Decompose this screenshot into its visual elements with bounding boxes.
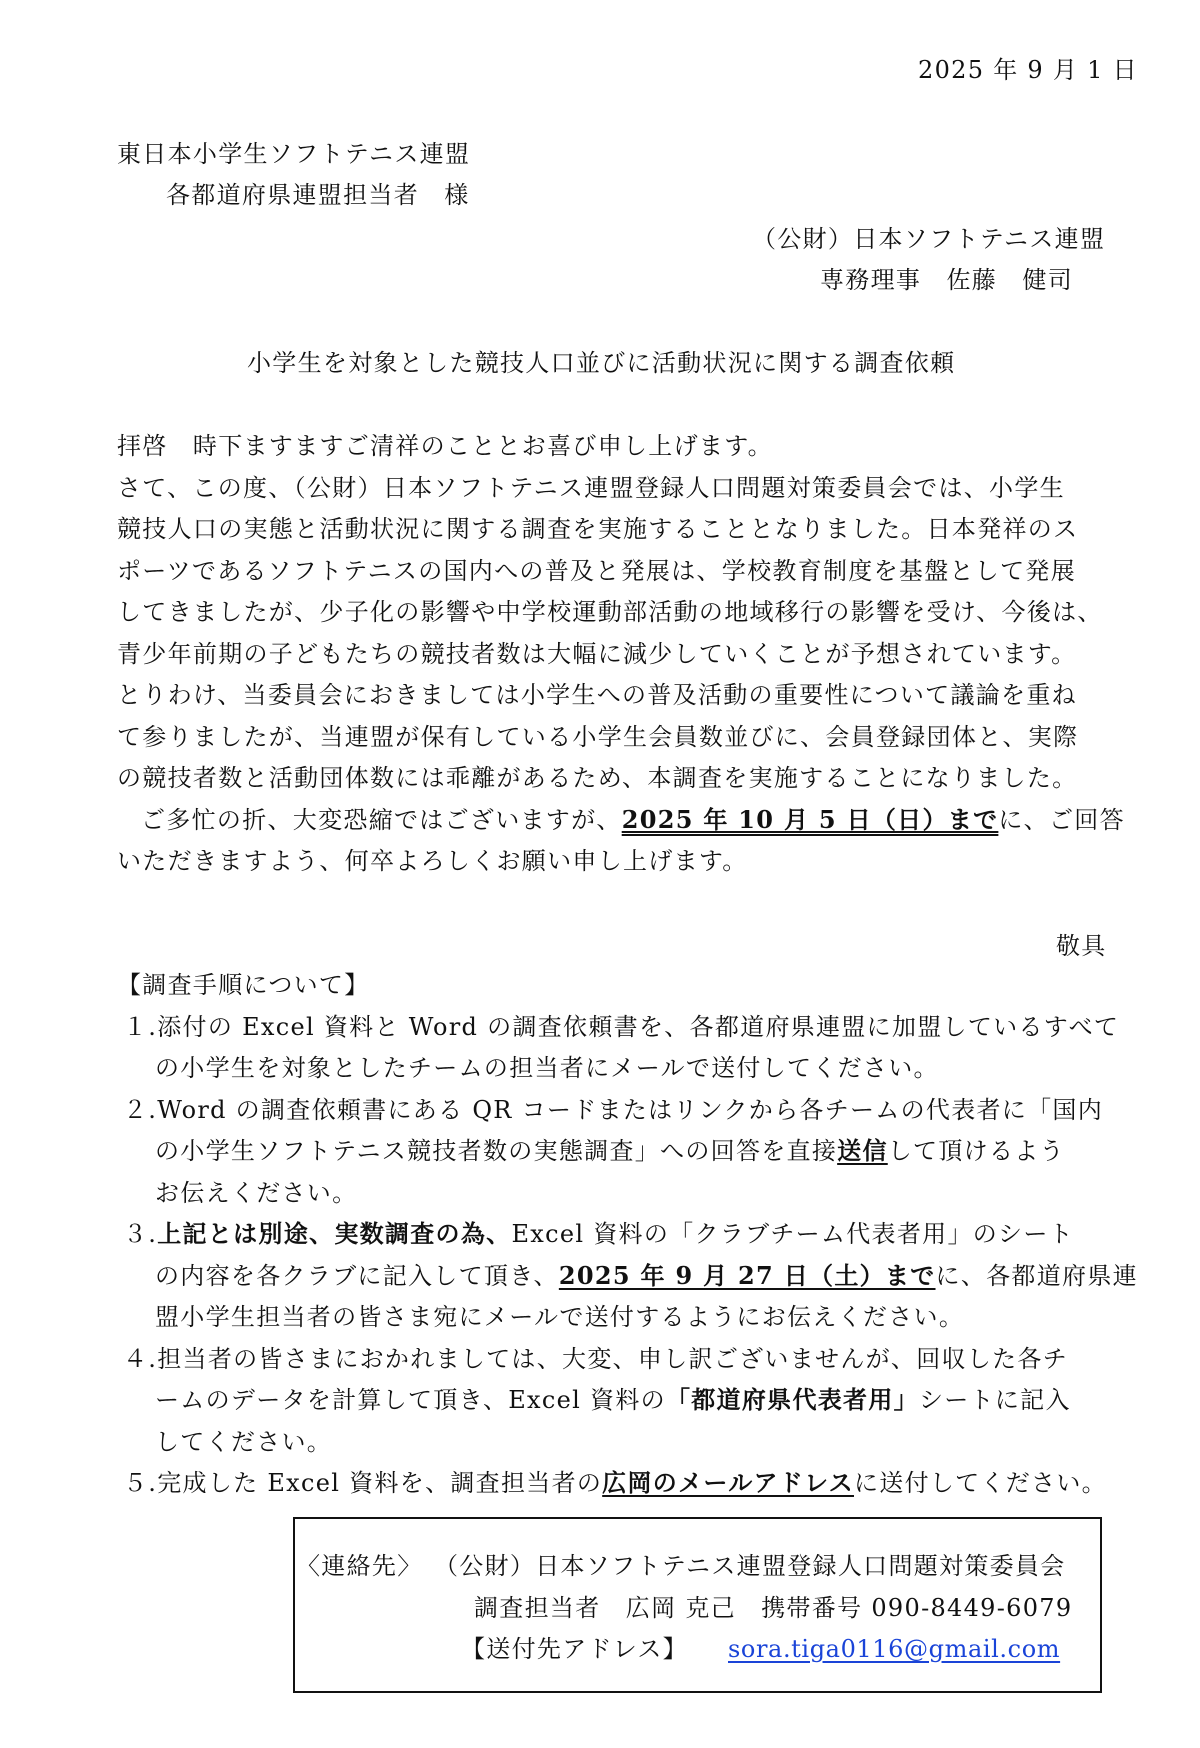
document-date: 2025 年 9 月 1 日	[918, 56, 1138, 84]
procedure-item-2-cont	[155, 1135, 1065, 1167]
contact-organization: （公財）日本ソフトテニス連盟登録人口問題対策委員会	[434, 1552, 1066, 1580]
body-line: て参りましたが、当連盟が保有している小学生会員数並びに、会員登録団体と、実際	[117, 723, 1079, 751]
procedure-item-2-cont: お伝えください。	[155, 1179, 358, 1207]
body-line: 競技人口の実態と活動状況に関する調査を実施することとなりました。日本発祥のス	[117, 515, 1079, 543]
item-number: ４.	[123, 1345, 158, 1373]
greeting: 拝啓 時下ますますご清祥のこととお喜び申し上げます。	[117, 432, 773, 460]
item-text: Excel 資料の「クラブチーム代表者用」のシート	[511, 1220, 1074, 1248]
body-line: ポーツであるソフトテニスの国内への普及と発展は、学校教育制度を基盤として発展	[117, 557, 1076, 585]
recipient-organization: 東日本小学生ソフトテニス連盟	[117, 140, 471, 168]
body-line: さて、この度、（公財）日本ソフトテニス連盟登録人口問題対策委員会では、小学生	[117, 474, 1065, 502]
recipient-person: 各都道府県連盟担当者 様	[166, 181, 470, 209]
item-bold-text: 上記とは別途、実数調査の為、	[157, 1219, 512, 1248]
procedure-heading: 【調査手順について】	[117, 971, 370, 999]
document-title: 小学生を対象とした競技人口並びに活動状況に関する調査依頼	[247, 349, 956, 377]
response-deadline: 2025 年 10 月 5 日（日）まで	[621, 805, 999, 834]
procedure-item-3-cont: 盟小学生担当者の皆さま宛にメールで送付するようにお伝えください。	[155, 1303, 965, 1331]
closing: 敬具	[1056, 932, 1107, 960]
contact-person: 調査担当者 広岡 克己 携帯番号 090-8449-6079	[474, 1594, 1073, 1622]
item-text: ームのデータを計算して頂き、Excel 資料の	[155, 1386, 666, 1414]
request-text: ご多忙の折、大変恐縮ではございますが、	[141, 806, 622, 834]
item-text: 担当者の皆さまにおかれましては、大変、申し訳ございませんが、回収した各チ	[157, 1345, 1069, 1373]
address-label: 【送付先アドレス】	[461, 1635, 688, 1663]
request-line	[141, 804, 1125, 836]
club-deadline: 2025 年 9 月 27 日（土）まで	[558, 1261, 936, 1290]
item-text: の内容を各クラブに記入して頂き、	[155, 1262, 559, 1290]
item-number: ５.	[123, 1469, 158, 1497]
item-number: １.	[123, 1013, 158, 1041]
request-line-2: いただきますよう、何卒よろしくお願い申し上げます。	[117, 847, 748, 875]
contact-label: 〈連絡先〉	[296, 1552, 423, 1580]
item-number: ３.	[123, 1220, 158, 1248]
procedure-item-5	[123, 1467, 1107, 1499]
item-text: して頂けるよう	[887, 1137, 1065, 1165]
contact-email-link[interactable]: sora.tiga0116@gmail.com	[728, 1635, 1061, 1663]
procedure-item-3-cont	[155, 1260, 1138, 1292]
sender-person: 専務理事 佐藤 健司	[820, 266, 1073, 294]
item-text: 完成した Excel 資料を、調査担当者の	[157, 1469, 603, 1497]
body-line: してきましたが、少子化の影響や中学校運動部活動の地域移行の影響を受け、今後は、	[117, 598, 1103, 626]
item-text: に、各都道府県連	[935, 1262, 1138, 1290]
send-emphasis: 送信	[837, 1136, 888, 1165]
item-text: に送付してください。	[853, 1469, 1107, 1497]
sender-organization: （公財）日本ソフトテニス連盟	[752, 225, 1106, 253]
body-line: 青少年前期の子どもたちの競技者数は大幅に減少していくことが予想されています。	[117, 640, 1077, 668]
body-line: とりわけ、当委員会におきましては小学生への普及活動の重要性について議論を重ね	[117, 681, 1077, 709]
procedure-item-1	[123, 1011, 1119, 1043]
item-text: Word の調査依頼書にある QR コードまたはリンクから各チームの代表者に「国内	[157, 1096, 1104, 1124]
procedure-item-4-cont	[155, 1384, 1071, 1416]
body-line: の競技者数と活動団体数には乖離があるため、本調査を実施することになりました。	[117, 764, 1078, 792]
procedure-item-3	[123, 1218, 1074, 1250]
procedure-item-1-cont: の小学生を対象としたチームの担当者にメールで送付してください。	[155, 1054, 939, 1082]
procedure-item-4	[123, 1343, 1068, 1375]
sheet-name: 「都道府県代表者用」	[665, 1385, 919, 1414]
item-text: シートに記入	[918, 1386, 1071, 1414]
request-text-end: に、ご回答	[998, 806, 1125, 834]
item-text: の小学生ソフトテニス競技者数の実態調査」への回答を直接	[155, 1137, 838, 1165]
procedure-item-2	[123, 1094, 1103, 1126]
item-text: 添付の Excel 資料と Word の調査依頼書を、各都道府県連盟に加盟しているすべて	[157, 1013, 1120, 1041]
procedure-item-4-cont: してください。	[155, 1428, 333, 1456]
item-number: ２.	[123, 1096, 158, 1124]
email-reference: 広岡のメールアドレス	[602, 1468, 854, 1497]
